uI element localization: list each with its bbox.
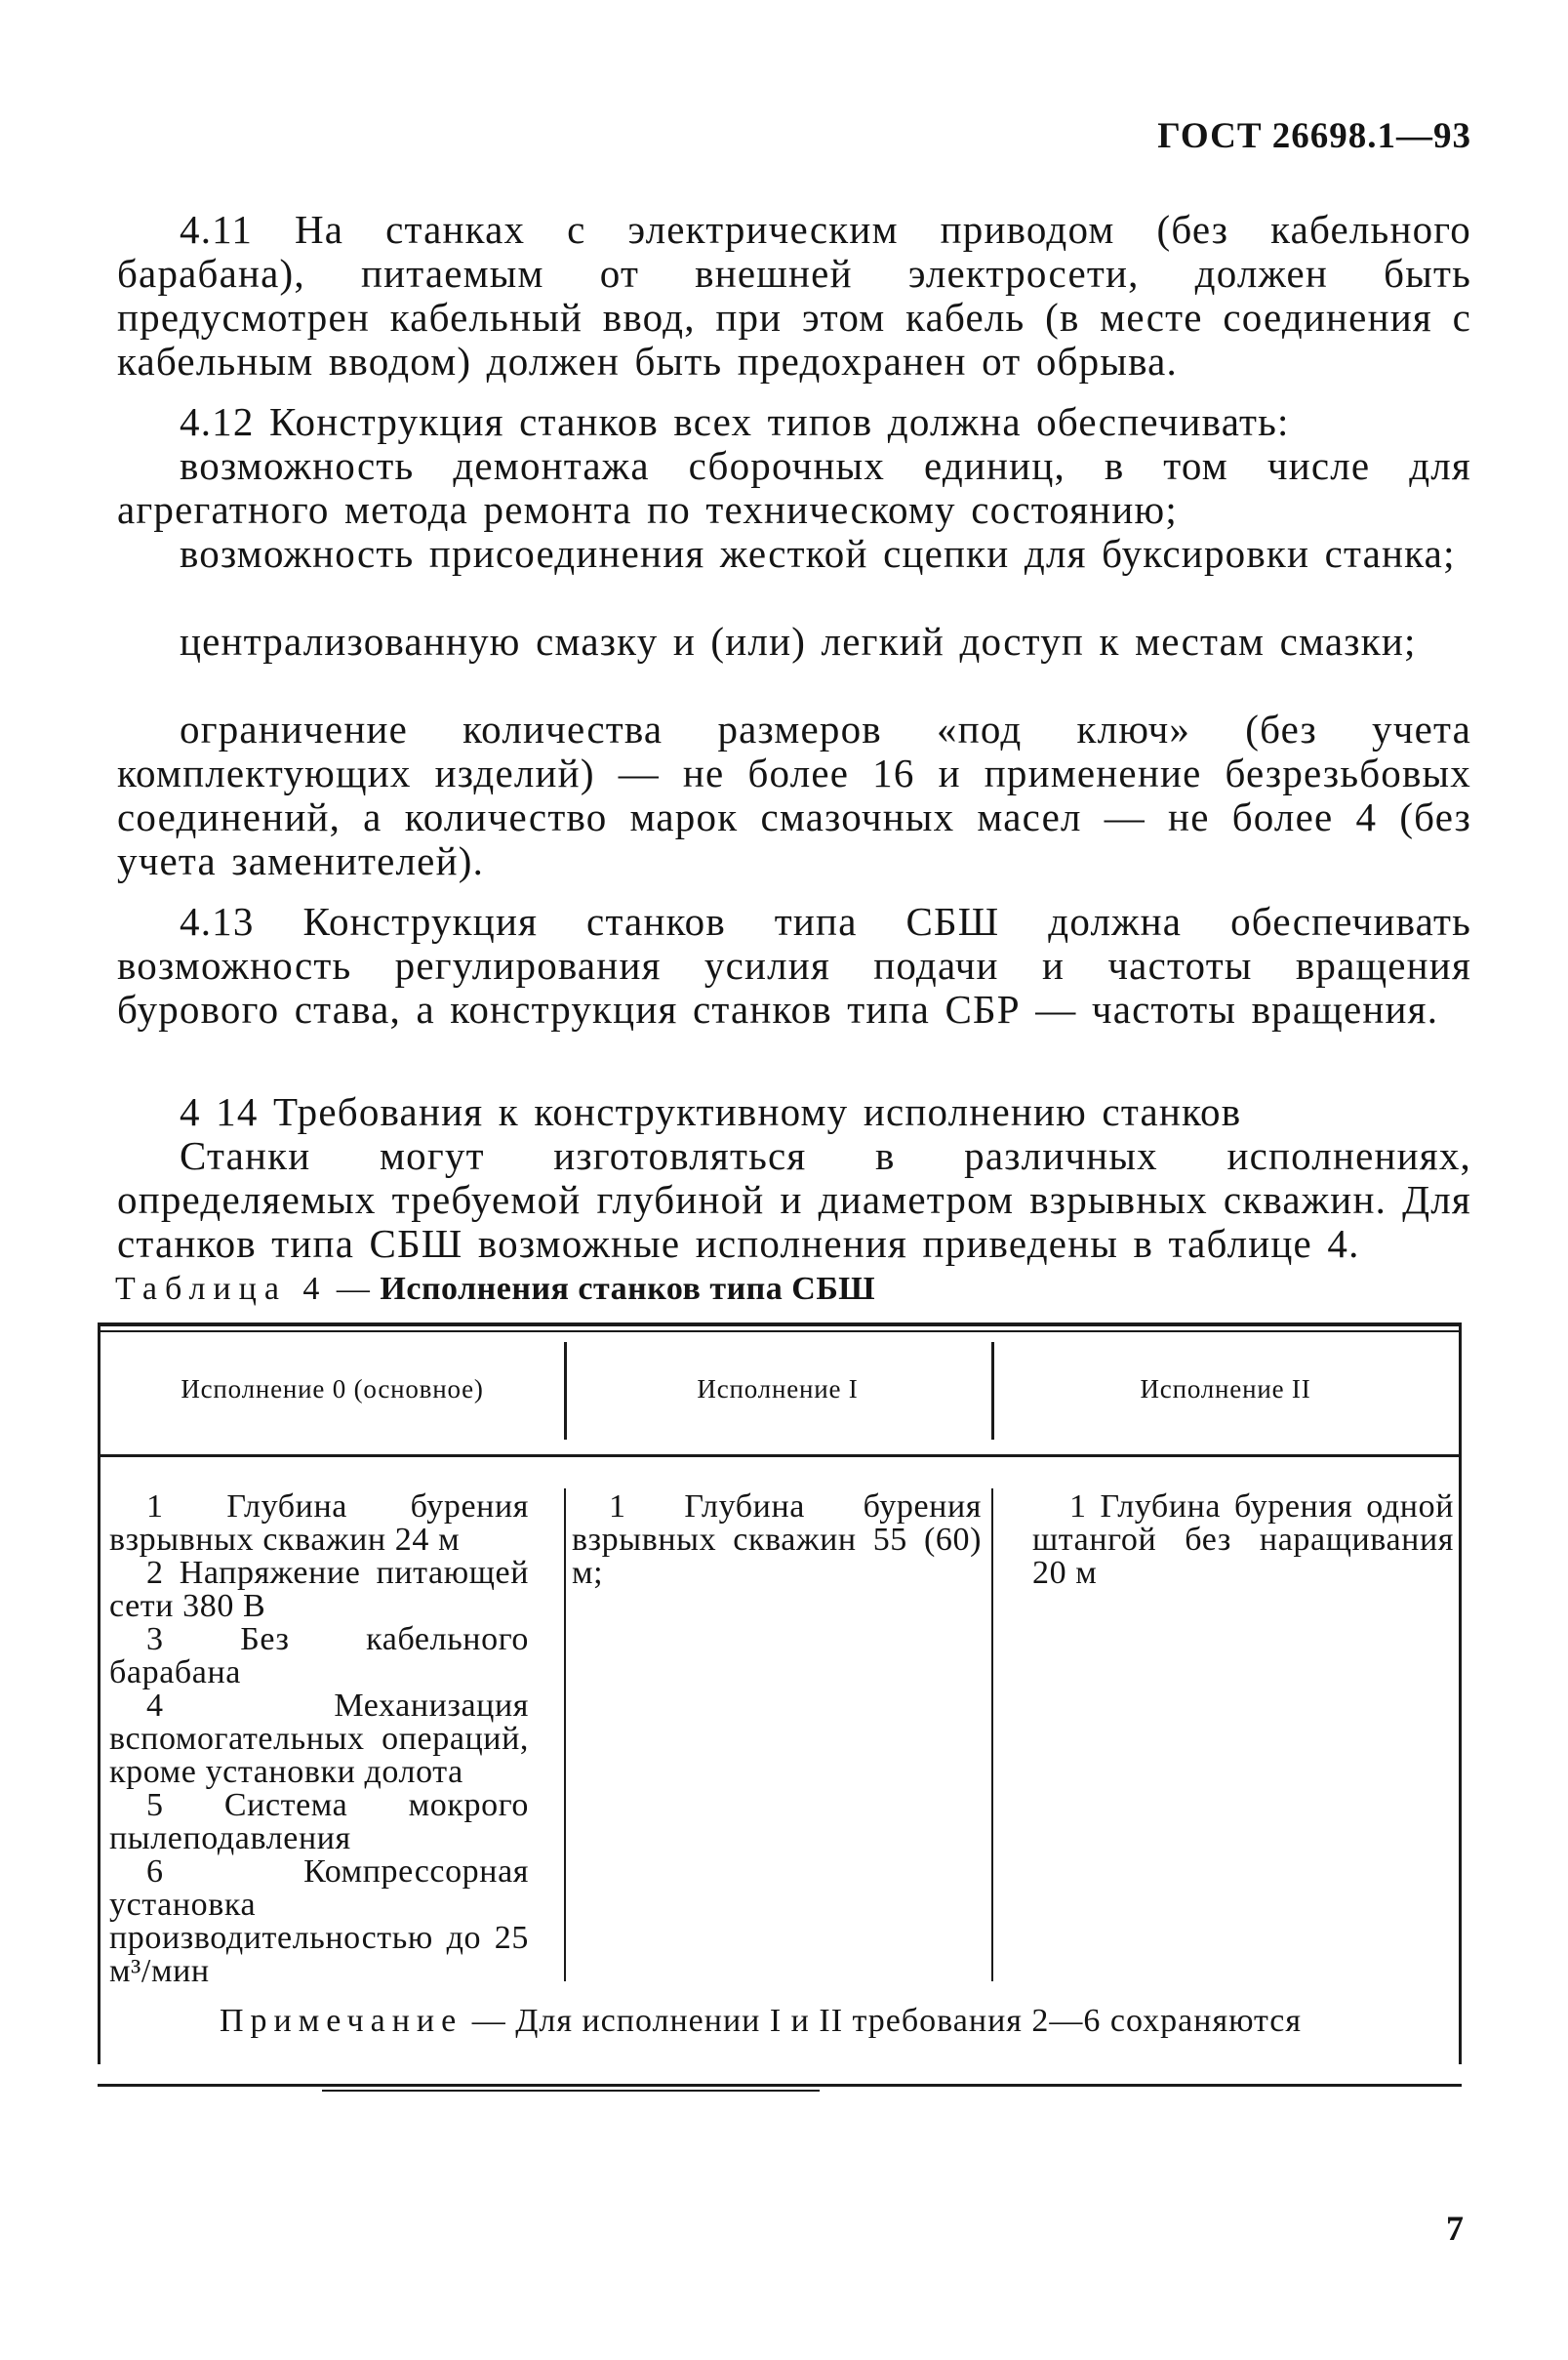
table-header-divider <box>991 1342 994 1440</box>
table-cell-item: 1 Глубина бурения одной штангой без наращивания 20 м <box>1032 1488 1454 1591</box>
table-body-divider <box>564 1488 566 1981</box>
table-note-label: Примечание <box>220 2003 463 2039</box>
paragraph-4-14-text: Станки могут изготовляться в различных исполнениях, определяемых требуемой глубиной и диаметром взрывных скважин. Для станков типа СБШ возможные исполнения приведены в таблице 4. <box>117 1133 1471 1266</box>
table-cell-item: 4 Механизация вспомогательных операций, кроме установки долота <box>109 1688 529 1790</box>
paragraph-4-12-item: возможность присоединения жесткой сцепки для буксировки станка; <box>180 531 1456 576</box>
paragraph-4-12-item: ограничение количества размеров «под ключ» (без учета комплектующих изделий) — не более 16 и применение безрезьбовых соединений, а количество марок смазочных масел — не более 4 (без учета заменителей). <box>117 707 1471 883</box>
table-cell-col2 <box>1032 1490 1454 1590</box>
table-note <box>220 2004 1444 2039</box>
table-bottom-rule-thin <box>322 2090 820 2092</box>
table-cell-item: 2 Напряжение питающей сети 380 В <box>109 1555 529 1624</box>
table-cell-item: 1 Глубина бурения взрывных скважин 55 (60) м; <box>572 1488 982 1591</box>
paragraph-4-11: 4.11 На станках с электрическим приводом (без кабельного барабана), питаемым от внешней электросети, должен быть предусмотрен кабельный ввод, при этом кабель (в месте соединения с кабельным вводом) должен быть предохранен от обрыва. <box>117 207 1471 384</box>
table-caption-label: Таблица 4 <box>115 1271 328 1307</box>
paragraph-4-12-item: централизованную смазку и (или) легкий доступ к местам смазки; <box>180 619 1417 664</box>
table-cell-col0 <box>109 1490 529 1988</box>
table-cell-item: 3 Без кабельного барабана <box>109 1621 529 1690</box>
table-caption: Таблица 4 — Исполнения станков типа СБШ <box>115 1271 876 1307</box>
table-caption-title: Исполнения станков типа СБШ <box>380 1271 876 1307</box>
table-note-text: — Для исполнении I и II требования 2—6 сохраняются <box>471 2003 1303 2039</box>
paragraph-4-14: 4 14 Требования к конструктивному исполнению станков <box>180 1089 1242 1134</box>
table-header-divider <box>564 1342 567 1440</box>
table-body-divider <box>991 1488 993 1981</box>
table-right-border <box>1459 1322 1462 2064</box>
table-header-cell: Исполнение II <box>1140 1374 1311 1404</box>
table-cell-item: 5 Система мокрого пылеподавления <box>109 1787 529 1856</box>
table-header-rule <box>101 1454 1459 1457</box>
paragraph-4-12: 4.12 Конструкция станков всех типов должна обеспечивать: <box>180 399 1290 444</box>
table-left-border <box>98 1322 101 2064</box>
table-bottom-rule <box>98 2084 1462 2087</box>
table-cell-item: 1 Глубина бурения взрывных скважин 24 м <box>109 1488 529 1558</box>
table-header-cell: Исполнение 0 (основное) <box>181 1374 484 1404</box>
table-cell-item: 6 Компрессорная установка производительностью до 25 м³/мин <box>109 1853 529 1989</box>
table-cell-col1 <box>572 1490 982 1590</box>
document-header: ГОСТ 26698.1—93 <box>1157 116 1471 156</box>
table-header-cell: Исполнение I <box>697 1374 859 1404</box>
table-top-rule-thin <box>98 1330 1462 1332</box>
table-top-rule <box>98 1322 1462 1326</box>
paragraph-4-13: 4.13 Конструкция станков типа СБШ должна обеспечивать возможность регулирования усилия подачи и частоты вращения бурового става, а конструкция станков типа СБР — частоты вращения. <box>117 899 1471 1032</box>
page-number: 7 <box>1446 2209 1464 2248</box>
paragraph-4-12-item: возможность демонтажа сборочных единиц, в том числе для агрегатного метода ремонта по техническому состоянию; <box>117 443 1471 532</box>
